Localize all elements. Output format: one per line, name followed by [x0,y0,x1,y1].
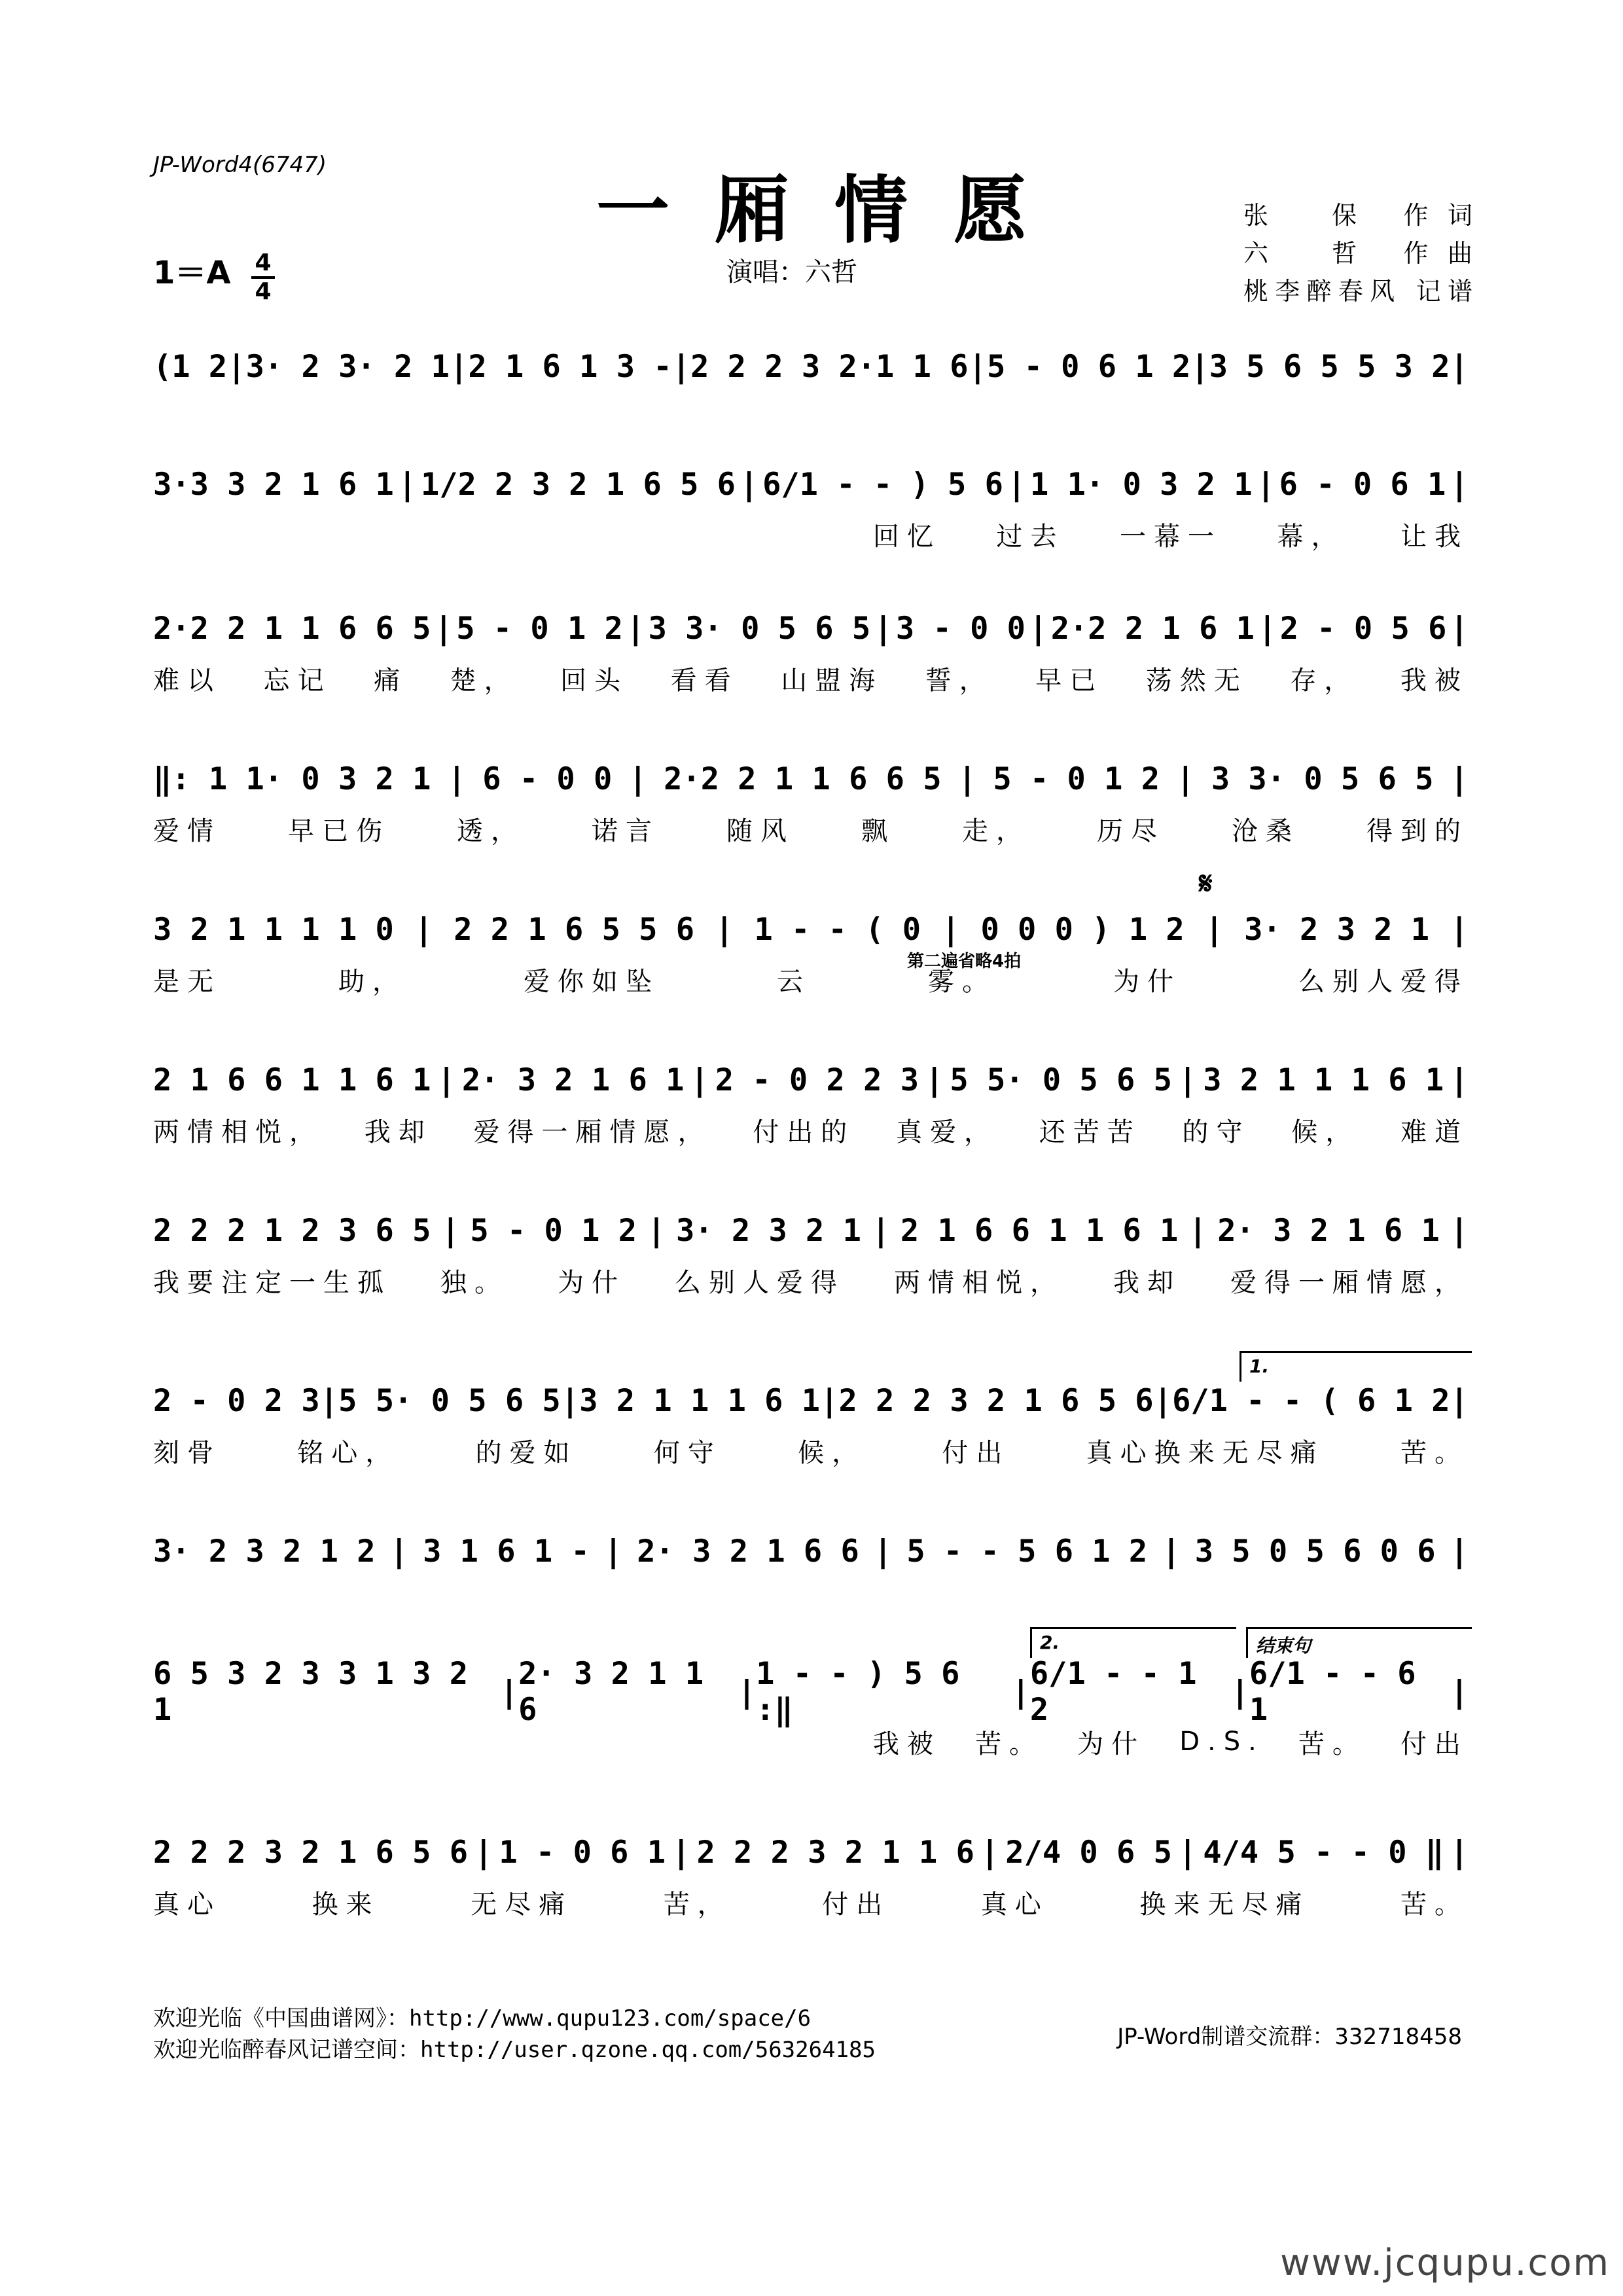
lyric: 铭心， [297,1437,400,1468]
lyric: 回忆 [873,521,941,552]
notation-row-6 [153,1054,1469,1106]
lyric: 爱得一厢情愿， [1230,1267,1469,1298]
notation-row-8 [153,1374,1469,1427]
barline: | [1450,1382,1469,1419]
measure: 3· 2 3 2 1 [1244,911,1430,948]
lyric: 让我 [1400,521,1469,552]
barline: | [1205,911,1224,948]
footer-link-qzone[interactable]: 欢迎光临醉春风记谱空间：http://user.qzone.qq.com/563264185 [153,2037,876,2063]
measure: 1 - 0 6 1 [499,1834,666,1871]
lyric: 过去 [996,521,1065,552]
lyric: 我却 [364,1117,433,1147]
measure: 3 1 6 1 - [423,1533,590,1570]
transcriber-credit: 桃李醉春风 记谱 [1243,277,1472,306]
barline: | [560,1382,580,1419]
lyric: 随风 [726,816,794,846]
barline: | [603,1533,623,1570]
key-signature: 1＝A [153,255,231,291]
measure: 2 1 6 1 3 - [468,348,672,385]
segno-sign: 𝄋 [1199,865,1213,902]
barline: | [1256,466,1275,503]
lyric: 痛 [374,665,408,696]
lyric: 苦。 [1400,1437,1469,1468]
lyric: 付出 [1400,1729,1469,1759]
lyric: 走， [962,816,1030,846]
lyric: 我被 [873,1729,941,1759]
barline: | [441,1212,460,1249]
notation-row-2 [153,458,1469,511]
measure: 2 - 0 2 3 [153,1382,320,1419]
lyric: 幕， [1277,521,1346,552]
lyricist-credit: 张 保 作词 [1243,201,1472,230]
barline: | [434,610,453,647]
lyric: 透， [457,816,525,846]
measure: 2·2 2 1 1 6 6 5 [664,761,942,797]
lyric: 一幕一 [1120,521,1222,552]
notation-row-3 [153,602,1469,655]
measure: 3 5 0 5 6 0 6 [1194,1533,1436,1570]
barline: | [1011,1674,1030,1710]
measure: 3· 2 3 2 1 [675,1212,861,1249]
footer-links [153,2003,876,2066]
lyric: 么别人爱得 [1298,966,1469,997]
barline: | [437,1062,456,1098]
lyric: 我要注定一生孤 [153,1267,391,1298]
barline: | [873,1533,893,1570]
measure: 3 2 1 1 1 6 1 [579,1382,821,1419]
measure: 2/4 0 6 5 [1005,1834,1172,1871]
lyric: 刻骨 [153,1437,221,1468]
barline: | [1450,1062,1469,1098]
barline: | [1178,1062,1197,1098]
measure: 3 3· 0 5 6 5 [1211,761,1434,797]
barline: | [628,761,647,797]
measure: 0 0 0 ) 1 2 [980,911,1185,948]
composer-credit: 六 哲 作曲 [1243,239,1472,268]
barline: | [1450,466,1469,503]
lyric: 么别人爱得 [675,1267,845,1298]
measure: 2· 3 2 1 1 6 [518,1656,704,1728]
barline: | [499,1674,519,1710]
lyric: 沧桑 [1232,816,1300,846]
lyric: 雾。 [928,966,996,997]
measure: 5 - 0 1 2 [456,610,623,647]
lyric: 为什 [1077,1729,1146,1759]
measure: 2 2 2 3 2 1 6 5 6 [153,1834,469,1871]
barline: | [941,911,960,948]
lyric: 誓， [925,665,993,696]
barline: | [1190,348,1209,385]
measure: 5 - - 5 6 1 2 [906,1533,1148,1570]
measure: 3 2 1 1 1 6 1 [1203,1062,1444,1098]
lyric: 回头 [560,665,629,696]
barline: | [820,1382,839,1419]
lyric: 忘记 [263,665,332,696]
barline: | [227,348,246,385]
software-label: JP-Word4(6747) [153,152,327,178]
measure: 3 3· 0 5 6 5 [648,610,871,647]
footer-link-qupu[interactable]: 欢迎光临《中国曲谱网》：http://www.qupu123.com/space/6 [153,2005,812,2032]
lyric: 荡然无 [1145,665,1248,696]
barline: | [1450,1674,1469,1710]
barline: | [1162,1533,1181,1570]
lyric: 山盟海 [781,665,883,696]
measure: 5 5· 0 5 6 5 [950,1062,1172,1098]
footer-group: JP-Word制谱交流群：332718458 [1117,2024,1462,2050]
lyric: 我被 [1400,665,1469,696]
barline: | [871,1212,891,1249]
lyric: 得到的 [1366,816,1469,846]
barline: | [1258,610,1277,647]
barline: | [389,1533,408,1570]
lyric: 难以 [153,665,221,696]
lyric: 真心 [980,1889,1049,1920]
lyric: 存， [1290,665,1359,696]
measure: 3· 2 3 2 1 2 [153,1533,376,1570]
lyric: 助， [338,966,406,997]
lyric-row-4 [153,809,1469,848]
lyric: 候， [1291,1117,1360,1147]
lyric: 还苦苦 [1039,1117,1141,1147]
lyric: 诺言 [592,816,660,846]
lyric: 早已 [1035,665,1104,696]
lyric-row-11 [153,1882,1469,1922]
barline: | [447,761,466,797]
time-signature-top: 4 [255,249,272,276]
barline: | [671,1834,690,1871]
barline: | [1188,1212,1207,1249]
lyric: 为什 [558,1267,626,1298]
lyric-row-6 [153,1110,1469,1149]
lyric: 看看 [670,665,739,696]
measure: 2 2 1 6 5 5 6 [454,911,695,948]
notation-row-5 [153,903,1469,956]
lyric-row-5 [153,960,1469,999]
lyric: 独。 [440,1267,508,1298]
lyric: 是无 [153,966,221,997]
lyric: 爱情 [153,816,221,846]
lyric-row-2 [153,514,1469,554]
measure: 6/1 - - ) 5 6 [762,466,1003,503]
lyric: 换来无尽痛 [1139,1889,1310,1920]
credits-block [1243,196,1472,310]
measure: 6/1 - - 6 1 [1249,1656,1416,1728]
notation-row-10 [153,1656,1469,1728]
measure: 5 - 0 6 1 2 [986,348,1191,385]
measure: 4/4 5 - - 0 ‖ [1203,1834,1444,1871]
barline: | [474,1834,493,1871]
measure: 6 - 0 0 [482,761,613,797]
measure: 1 1· 0 3 2 1 [1030,466,1253,503]
barline: | [957,761,977,797]
barline: | [925,1062,944,1098]
measure: 3· 2 3· 2 1 [245,348,450,385]
barline: | [1450,610,1469,647]
notation-row-9 [153,1525,1469,1577]
barline: | [740,466,758,503]
lyric: 付出的 [753,1117,855,1147]
measure: 3·3 3 2 1 6 1 [153,466,394,503]
lyric: 的守 [1182,1117,1251,1147]
barline: | [1450,761,1469,797]
measure: 2· 3 2 1 6 1 [1217,1212,1440,1249]
measure: 2·2 2 1 6 1 [1050,610,1255,647]
lyric: 真心 [153,1889,221,1920]
measure: 2·2 2 1 1 6 6 5 [153,610,431,647]
lyric: 苦。 [975,1729,1044,1759]
measure: 2 2 2 1 2 3 6 5 [153,1212,431,1249]
measure: 2 1 6 6 1 1 6 1 [900,1212,1179,1249]
measure: 5 5· 0 5 6 5 [338,1382,561,1419]
volta-1-bracket: 1. [1240,1351,1472,1382]
lyric: 付出 [822,1889,891,1920]
lyric: 楚， [450,665,518,696]
measure: 1 - - ) 5 6 :‖ [756,1656,960,1728]
lyric: 何守 [653,1437,722,1468]
barline: | [1176,761,1195,797]
lyric: 两情相悦， [153,1117,323,1147]
lyric: 真爱， [896,1117,998,1147]
lyric: 我却 [1113,1267,1181,1298]
lyric: 苦。 [1298,1729,1366,1759]
lyric: 爱得一厢情愿， [473,1117,712,1147]
measure: 3 2 1 1 1 1 0 [153,911,394,948]
measure: 3 5 6 5 5 3 2 [1209,348,1450,385]
lyric: 无尽痛 [471,1889,573,1920]
barline: | [1450,1533,1469,1570]
lyric: 候， [798,1437,866,1468]
measure: 6 - 0 6 1 [1279,466,1446,503]
lyric-row-10 [153,1722,1469,1761]
barline: | [1230,1674,1249,1710]
barline: | [1029,610,1048,647]
measure: 3 - 0 0 [895,610,1026,647]
barline: | [737,1674,757,1710]
measure: 2 - 0 5 6 [1279,610,1447,647]
omission-note: 第二遍省略4拍 [907,952,1022,971]
lyric: 付出 [942,1437,1010,1468]
barline: | [398,466,417,503]
lyric-row-8 [153,1431,1469,1470]
barline: | [1450,911,1469,948]
barline: | [690,1062,709,1098]
measure: 6/1 - - ( 6 1 2 [1172,1382,1450,1419]
barline: | [715,911,734,948]
lyric: 飘 [861,816,895,846]
ending-bracket: 结束句 [1246,1627,1472,1658]
singer-credit: 演唱：六哲 [726,257,857,287]
barline: | [319,1382,339,1419]
lyric: 历尽 [1097,816,1165,846]
measure: 1/2 2 3 2 1 6 5 6 [420,466,736,503]
barline: | [1450,1834,1469,1871]
measure: 2 1 6 6 1 1 6 1 [153,1062,431,1098]
lyric: 云 [777,966,811,997]
measure: 2 2 2 3 2 1 1 6 [696,1834,974,1871]
notation-row-1 [153,340,1469,393]
lyric: 换来 [312,1889,380,1920]
measure: 5 - 0 1 2 [993,761,1160,797]
lyric: 两情相悦， [894,1267,1064,1298]
barline: | [1178,1834,1197,1871]
barline: | [968,348,987,385]
lyric: 为什 [1113,966,1181,997]
notation-row-11 [153,1826,1469,1878]
barline: | [1007,466,1026,503]
time-signature-bottom: 4 [255,278,272,305]
barline: | [874,610,893,647]
song-title: 一厢情愿 [596,168,1073,253]
measure: (1 2 [153,348,228,385]
barline: | [980,1834,999,1871]
barline: | [626,610,645,647]
measure: 6 5 3 2 3 3 1 3 2 1 [153,1656,469,1728]
lyric-row-7 [153,1261,1469,1300]
measure: 2 2 2 3 2 1 6 5 6 [838,1382,1154,1419]
time-signature [251,251,275,304]
barline: | [671,348,690,385]
measure: 2 2 2 3 2·1 1 6 [690,348,969,385]
measure: 6/1 - - 1 2 [1029,1656,1197,1728]
lyric: 爱你如坠 [524,966,660,997]
lyric: 早已伤 [288,816,390,846]
measure: 2· 3 2 1 6 1 [461,1062,685,1098]
lyric-row-3 [153,658,1469,698]
barline: | [1450,1212,1469,1249]
barline: | [414,911,433,948]
lyric: 难道 [1400,1117,1469,1147]
measure: ‖: 1 1· 0 3 2 1 [153,761,431,797]
barline: | [647,1212,666,1249]
notation-row-7 [153,1204,1469,1257]
lyric: 苦。 [1400,1889,1469,1920]
notation-row-4 [153,753,1469,805]
measure: 2 - 0 2 2 3 [715,1062,919,1098]
measure: 2· 3 2 1 6 6 [637,1533,859,1570]
measure: 5 - 0 1 2 [470,1212,637,1249]
volta-2-bracket: 2. [1030,1627,1236,1658]
lyric: 的爱如 [475,1437,578,1468]
lyric: 真心换来无尽痛 [1086,1437,1325,1468]
lyric: D.S. [1179,1727,1264,1757]
measure: 1 - - ( 0 [754,911,921,948]
barline: | [449,348,469,385]
barline: | [1450,348,1469,385]
watermark: www.jcqupu.com [1280,2242,1610,2284]
barline: | [1153,1382,1172,1419]
lyric: 苦， [663,1889,732,1920]
